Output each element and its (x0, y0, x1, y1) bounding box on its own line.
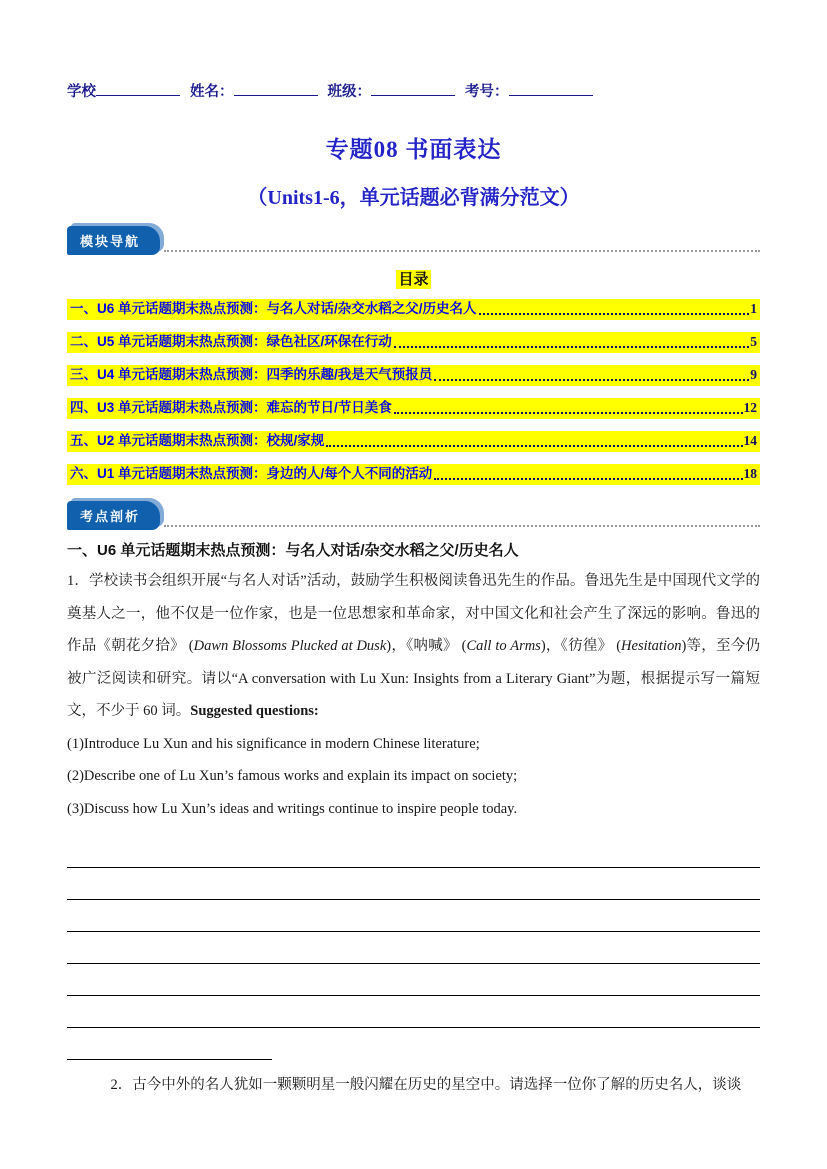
toc-entry-u4[interactable] (67, 365, 760, 386)
toc-dot-leader (394, 346, 749, 348)
toc-entry-label: 四、U3 单元话题期末热点预测：难忘的节日/节日美食 (70, 400, 392, 415)
toc-entry-label: 六、U1 单元话题期末热点预测：身边的人/每个人不同的活动 (70, 466, 433, 481)
question-3: (3)Discuss how Lu Xun’s ideas and writings continue to inspire people today. (67, 800, 518, 817)
book-title-italic: Call to Arms (466, 638, 541, 654)
toc-entry-u1[interactable] (67, 464, 760, 485)
exam-no-blank (509, 82, 593, 96)
exam-analysis-badge: 考点剖析 (67, 501, 160, 530)
prompt-paragraph (67, 565, 760, 728)
toc-entry-label: 二、U5 单元话题期末热点预测：绿色社区/环保在行动 (70, 334, 392, 349)
writing-line (67, 931, 760, 932)
class-label: 班级： (327, 84, 371, 100)
book-title-italic: Dawn Blossoms Plucked at Dusk (193, 638, 387, 654)
dotted-divider (164, 525, 760, 527)
writing-line (67, 1027, 760, 1028)
toc-entry-label: 五、U2 单元话题期末热点预测：校规/家规 (70, 433, 325, 448)
toc-page-number: 12 (743, 400, 757, 415)
class-blank (371, 82, 455, 96)
exam-analysis-row (67, 500, 760, 530)
toc-dot-leader (434, 379, 749, 381)
name-label: 姓名： (190, 84, 234, 100)
writing-line (67, 899, 760, 900)
writing-line (67, 963, 760, 964)
writing-line (67, 995, 760, 996)
toc-heading: 目录 (398, 271, 429, 288)
toc-entry-label: 一、U6 单元话题期末热点预测：与名人对话/杂交水稻之父/历史名人 (70, 301, 477, 316)
toc-page-number: 1 (750, 301, 757, 316)
toc-page-number: 18 (743, 466, 757, 481)
toc-entry-u2[interactable] (67, 431, 760, 452)
next-prompt-text: 2．古今中外的名人犹如一颗颗明星一般闪耀在历史的星空中。请选择一位你了解的历史名人，谈谈 (110, 1077, 742, 1093)
toc-entry-label: 三、U4 单元话题期末热点预测：四季的乐趣/我是天气预报员 (70, 367, 433, 382)
school-label: 学校 (67, 84, 96, 100)
header-fill-in-row (67, 80, 760, 101)
writing-lines (67, 867, 760, 1028)
toc-list (67, 299, 760, 485)
toc-dot-leader (434, 478, 742, 480)
school-blank (96, 82, 180, 96)
section-heading: 一、U6 单元话题期末热点预测：与名人对话/杂交水稻之父/历史名人 (67, 542, 519, 559)
prompt-text: )，《彷徨》 ( (540, 638, 622, 654)
dotted-divider (164, 250, 760, 252)
page-subtitle: （Units1-6，单元话题必背满分范文） (247, 187, 580, 209)
prompt-text: 1．学校读书会组织开展“与名人对话”活动，鼓励学生积极阅读鲁迅先生的作品。鲁迅先生是中国现代文学的奠基人之一，他不仅是一位作家，也是一位思想家和革命家，对中国文化和社会产生了深远的影响。鲁迅的作品《朝花夕拾》 ( (67, 573, 760, 654)
question-1: (1)Introduce Lu Xun and his significance in modern Chinese literature; (67, 735, 480, 752)
toc-dot-leader (394, 412, 743, 414)
exam-no-label: 考号： (465, 84, 509, 100)
book-title-italic: Hesitation (621, 638, 682, 654)
prompt-text: )等，至今仍被广泛阅读和研究。请以“A conversation with Lu Xun: Insights from a Literary Giant”为题，根据提示写一篇短文，不少于 60 词。 (67, 638, 760, 719)
name-blank (234, 82, 318, 96)
question-2: (2)Describe one of Lu Xun’s famous works and explain its impact on society; (67, 768, 518, 784)
toc-entry-u3[interactable] (67, 398, 760, 419)
toc-entry-u5[interactable] (67, 332, 760, 353)
module-nav-badge: 模块导航 (67, 226, 160, 255)
prompt-text: )，《呐喊》 ( (386, 638, 467, 654)
writing-line (67, 867, 760, 868)
suggested-questions-label: Suggested questions: (190, 703, 319, 719)
toc-page-number: 5 (750, 334, 757, 349)
toc-entry-u6[interactable] (67, 299, 760, 320)
toc-page-number: 9 (750, 367, 757, 382)
toc-page-number: 14 (743, 433, 757, 448)
toc-dot-leader (326, 445, 742, 447)
short-divider-line (67, 1059, 272, 1060)
toc-dot-leader (479, 313, 750, 315)
page-title: 专题08 书面表达 (325, 137, 502, 162)
module-nav-row (67, 225, 760, 255)
